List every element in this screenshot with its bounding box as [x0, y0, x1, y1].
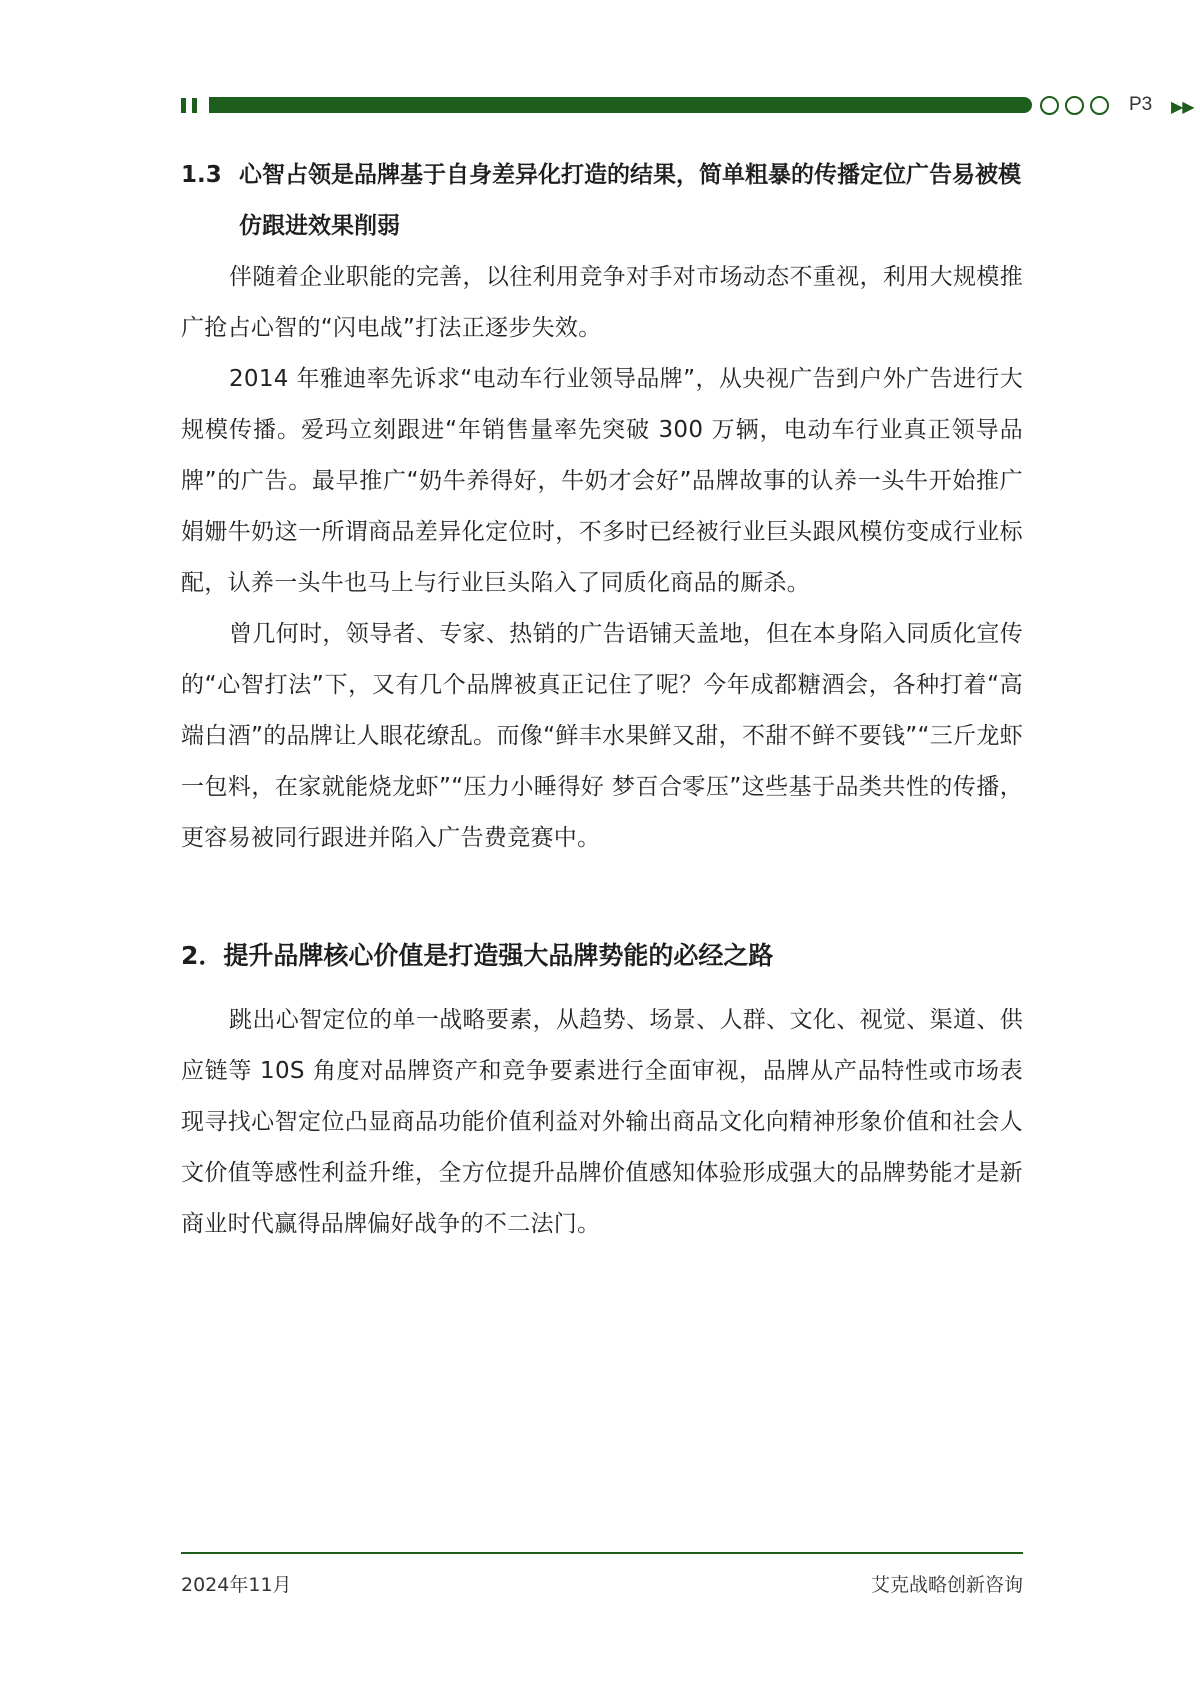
paragraph: 跳出心智定位的单一战略要素，从趋势、场景、人群、文化、视觉、渠道、供应链等 10S 角度对品牌资产和竞争要素进行全面审视，品牌从产品特性或市场表现寻找心智定位凸显商品功能价值利益对外输出商品文化向精神形象价值和社会人文价值等感性利益升维，全方位提升品牌价值感知体验形成强大的品牌势能才是新商业时代赢得品牌偏好战争的不二法门。: [181, 1007, 1023, 1237]
section-2: [181, 930, 1023, 1250]
circle-icon: [1040, 96, 1059, 115]
footer-divider: [181, 1552, 1023, 1554]
header-circles: [1040, 96, 1109, 116]
section-heading: [181, 150, 1023, 252]
play-arrows-icon: ▶▶: [1171, 97, 1194, 116]
paragraph: 伴随着企业职能的完善，以往利用竞争对手对市场动态不重视，利用大规模推广抢占心智的“闪电战”打法正逐步失效。: [181, 264, 1023, 341]
circle-icon: [1065, 96, 1084, 115]
paragraph: 曾几何时，领导者、专家、热销的广告语铺天盖地，但在本身陷入同质化宣传的“心智打法”下，又有几个品牌被真正记住了呢？今年成都糖酒会，各种打着“高端白酒”的品牌让人眼花缭乱。而像“鲜丰水果鲜又甜，不甜不鲜不要钱”“三斤龙虾一包料，在家就能烧龙虾”“压力小睡得好 梦百合零压”这些基于品类共性的传播，更容易被同行跟进并陷入广告费竞赛中。: [181, 621, 1023, 851]
paragraph: 2014 年雅迪率先诉求“电动车行业领导品牌”，从央视广告到户外广告进行大规模传播。爱玛立刻跟进“年销售量率先突破 300 万辆，电动车行业真正领导品牌”的广告。最早推广“奶牛养得好，牛奶才会好”品牌故事的认养一头牛开始推广娟姗牛奶这一所谓商品差异化定位时，不多时已经被行业巨头跟风模仿变成行业标配，认养一头牛也马上与行业巨头陷入了同质化商品的厮杀。: [181, 366, 1023, 596]
page-header: [181, 94, 1194, 116]
header-tick-mark: [181, 98, 186, 113]
section-title: 心智占领是品牌基于自身差异化打造的结果，简单粗暴的传播定位广告易被模仿跟进效果削弱: [239, 162, 1021, 239]
page-content: [181, 150, 1023, 1250]
page-number: P3: [1129, 94, 1153, 115]
circle-icon: [1090, 96, 1109, 115]
footer-company: 艾克战略创新咨询: [870, 1574, 1023, 1596]
section-number: 1.3: [181, 162, 222, 188]
section-heading: 2．提升品牌核心价值是打造强大品牌势能的必经之路: [181, 941, 774, 970]
header-tick-mark: [192, 98, 197, 113]
header-progress-bar: [209, 97, 1032, 113]
footer-date: 2024年11月: [181, 1574, 292, 1596]
section-1-3: [181, 150, 1023, 864]
